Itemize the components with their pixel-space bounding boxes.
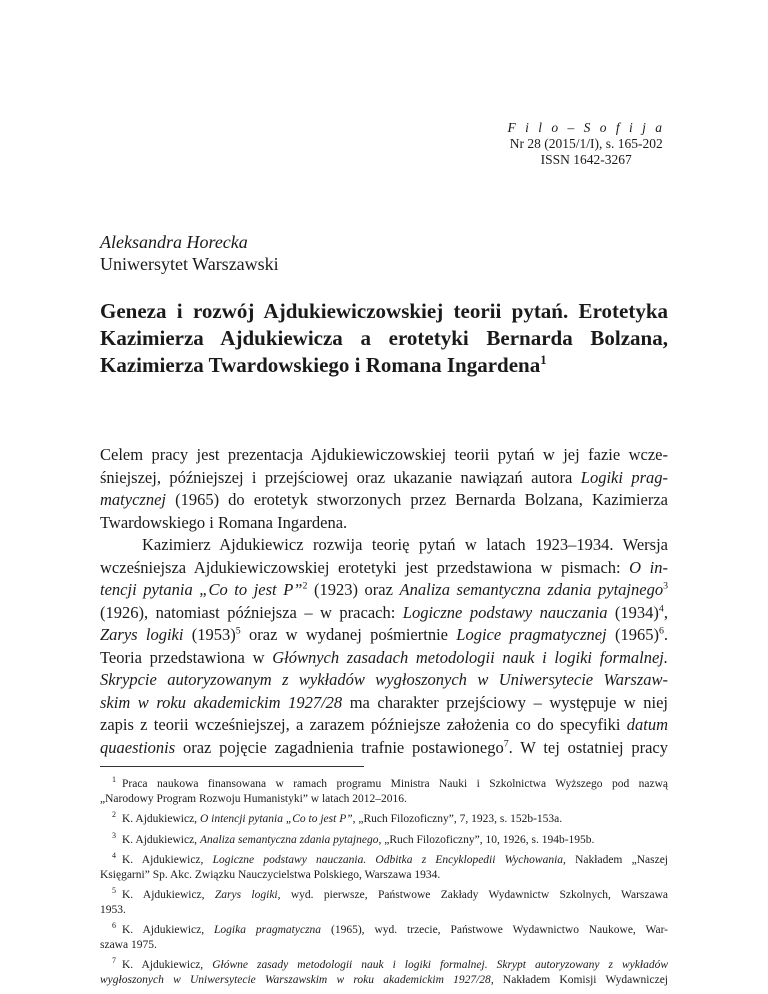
title-line-3-text: Kazimierza Twardowskiego i Romana Ingardena — [100, 353, 541, 377]
text-run: ma charakter przejściowy – występuje w niej — [342, 692, 668, 712]
footnote-2 — [100, 812, 668, 827]
text-run: oraz pojęcie zagadnienia trafnie postawionego — [175, 737, 504, 757]
text-run-italic: tencji pytania „Co to jest P” — [100, 580, 303, 599]
text-run-italic: datum — [626, 715, 668, 734]
footnote-divider — [100, 766, 364, 767]
footnote-number: 2 — [112, 810, 116, 820]
footnote-6 — [100, 923, 668, 952]
body-line: Kazimierz Ajdukiewicz rozwija teorię pytań w latach 1923–1934. Wersja — [142, 535, 668, 554]
text-run-italic: O in- — [629, 557, 668, 577]
text-run-italic: Logiczne podstawy nauczania. Odbitka z Encyklopedii Wychowania — [212, 854, 564, 866]
footnote-number: 3 — [112, 830, 116, 840]
body-line — [100, 489, 668, 512]
text-run-italic: Skrypcie autoryzowanym z wykładów wygłoszonych w Uniwersytecie Warszaw- — [100, 670, 668, 689]
footnote-ref: 5 — [235, 625, 241, 637]
footnotes — [100, 777, 668, 993]
author-name: Aleksandra Horecka — [100, 232, 248, 252]
body-line — [100, 714, 668, 737]
text-run: (1965) — [606, 625, 659, 644]
title-footnote-mark: 1 — [540, 353, 547, 367]
text-run-italic: Logice pragmatycznej — [456, 625, 607, 644]
text-run: (1923) oraz — [307, 580, 400, 599]
text-run-italic: skim w roku akademickim 1927/28 — [100, 692, 343, 712]
text-run-italic: quaestionis — [100, 737, 176, 757]
text-run: , Nakładem Komisji Wydawniczej — [490, 973, 669, 986]
text-run: K. Ajdukiewicz, — [122, 959, 213, 971]
body-line: Celem pracy jest prezentacja Ajdukiewiczowskiej teorii pytań w jej fazie wcze- — [100, 445, 668, 464]
text-run: zapis z teorii wcześniejszej, a zarazem późniejsze założenia co do specyfiki — [100, 715, 627, 734]
article-title — [100, 298, 668, 379]
text-run: Praca naukowa finansowana w ramach programu Ministra Nauki i Szkolnictwa Wyższego pod nazwą — [122, 778, 668, 790]
text-run: (1953) — [183, 625, 236, 644]
text-run-italic: Główne zasady metodologii nauk i logiki formalnej. Skrypt autoryzowany z wykładów — [212, 959, 668, 971]
body-line — [100, 669, 668, 692]
text-run: Teoria przedstawiona w — [100, 647, 273, 667]
text-run: , „Ruch Filozoficzny”, 7, 1923, s. 152b-153a. — [352, 813, 563, 825]
footnote-number: 1 — [112, 775, 116, 785]
footnote-number: 6 — [112, 921, 116, 931]
text-run: (1934) — [607, 602, 659, 622]
author-block — [100, 231, 279, 275]
footnote-4 — [100, 853, 668, 882]
footnote-line — [100, 777, 668, 792]
text-run-italic: Głównych zasadach metodologii nauk i logiki formalnej. — [272, 647, 668, 667]
text-run: K. Ajdukiewicz, — [122, 854, 213, 866]
text-run: K. Ajdukiewicz, — [122, 889, 215, 901]
footnote-number: 4 — [112, 851, 116, 861]
body-line — [100, 692, 668, 715]
footnote-line: Księgarni” Sp. Akc. Związku Nauczycielstwa Polskiego, Warszawa 1934. — [100, 868, 441, 881]
text-run: (1965) do erotetyk stworzonych przez Bernarda Bolzana, Kazimierza — [165, 490, 668, 509]
footnote-ref: 3 — [663, 580, 669, 592]
footnote-number: 7 — [112, 956, 116, 966]
text-run-italic: O intencji pytania „Co to jest P” — [199, 813, 353, 825]
text-run: śniejszej, późniejszej i przejściowej oraz ukazanie nawiązań autora — [100, 467, 581, 487]
body-line — [100, 579, 668, 602]
footnote-line: 1953. — [100, 903, 126, 916]
text-run-italic: matycznej — [100, 490, 166, 509]
body-line: Twardowskiego i Romana Ingardena. — [100, 512, 348, 532]
footnote-ref: 7 — [503, 738, 509, 749]
footnote-ref: 2 — [302, 580, 308, 592]
footnote-7 — [100, 958, 668, 987]
text-run: , wyd. pierwsze, Państwowe Zakłady Wydawnictw Szkolnych, Warszawa — [277, 889, 669, 901]
text-run: K. Ajdukiewicz, — [122, 833, 200, 846]
text-run: (1965), wyd. trzecie, Państwowe Wydawnictwo Naukowe, War- — [321, 924, 668, 936]
footnote-line — [100, 830, 668, 848]
body-line — [100, 647, 668, 670]
text-run-italic: Analiza semantyczna zdania pytajnego — [399, 580, 664, 599]
text-run-italic: Logiczne podstawy nauczania — [402, 602, 608, 622]
text-run: . — [663, 625, 669, 644]
author-affiliation: Uniwersytet Warszawski — [100, 254, 279, 274]
text-run: (1926), natomiast późniejsza – w pracach: — [100, 602, 403, 622]
text-run-italic: Zarys logiki — [100, 625, 184, 644]
issn: ISSN 1642-3267 — [540, 152, 632, 167]
footnote-line — [100, 888, 668, 903]
footnote-number: 5 — [112, 886, 116, 896]
issue-info: Nr 28 (2015/1/I), s. 165-202 — [509, 136, 663, 151]
text-run-italic: Zarys logiki — [214, 889, 278, 901]
footnote-ref: 4 — [658, 603, 664, 614]
text-run: K. Ajdukiewicz, — [122, 813, 200, 825]
footnote-ref: 6 — [658, 625, 664, 637]
body-line — [100, 557, 668, 580]
text-run: wcześniejsza Ajdukiewiczowskiej erotetyki jest przedstawiona w pismach: — [100, 557, 630, 577]
footnote-line — [100, 958, 668, 973]
footnote-line: szawa 1975. — [100, 938, 157, 951]
text-run: , — [663, 602, 668, 622]
footnote-line — [100, 923, 668, 938]
body-text — [100, 444, 668, 759]
journal-name: F i l o – S o f i j a — [507, 120, 665, 135]
text-run-italic: Logika pragmatyczna — [214, 924, 322, 936]
title-line-2: Kazimierza Ajdukiewicza a erotetyki Bernarda Bolzana, — [100, 326, 668, 350]
footnote-line — [100, 853, 668, 868]
body-line — [100, 602, 668, 625]
title-line-3 — [100, 352, 668, 379]
body-line — [100, 737, 668, 760]
footnote-5 — [100, 888, 668, 917]
text-run: K. Ajdukiewicz, — [122, 924, 215, 936]
title-line-1: Geneza i rozwój Ajdukiewiczowskiej teorii pytań. Erotetyka — [100, 299, 668, 323]
footnote-line — [100, 973, 668, 988]
footnote-line — [100, 812, 668, 827]
text-run: , Nakładem „Naszej — [563, 854, 668, 866]
text-run: . W tej ostatniej pracy — [508, 737, 668, 757]
footnote-1 — [100, 777, 668, 806]
text-run: , „Ruch Filozoficzny”, 10, 1926, s. 194b-195b. — [378, 833, 595, 846]
footnote-3 — [100, 830, 668, 848]
text-run-italic: Analiza semantyczna zdania pytajnego — [199, 833, 379, 846]
journal-header — [508, 120, 666, 168]
footnote-line: „Narodowy Program Rozwoju Humanistyki” w latach 2012–2016. — [100, 792, 407, 805]
body-line — [100, 467, 668, 490]
text-run: oraz w wydanej pośmiertnie — [240, 625, 457, 644]
text-run-italic: Logiki prag- — [580, 467, 668, 487]
body-line — [100, 624, 668, 647]
text-run-italic: wygłoszonych w Uniwersytecie Warszawskim w roku akademickim 1927/28 — [100, 973, 491, 986]
